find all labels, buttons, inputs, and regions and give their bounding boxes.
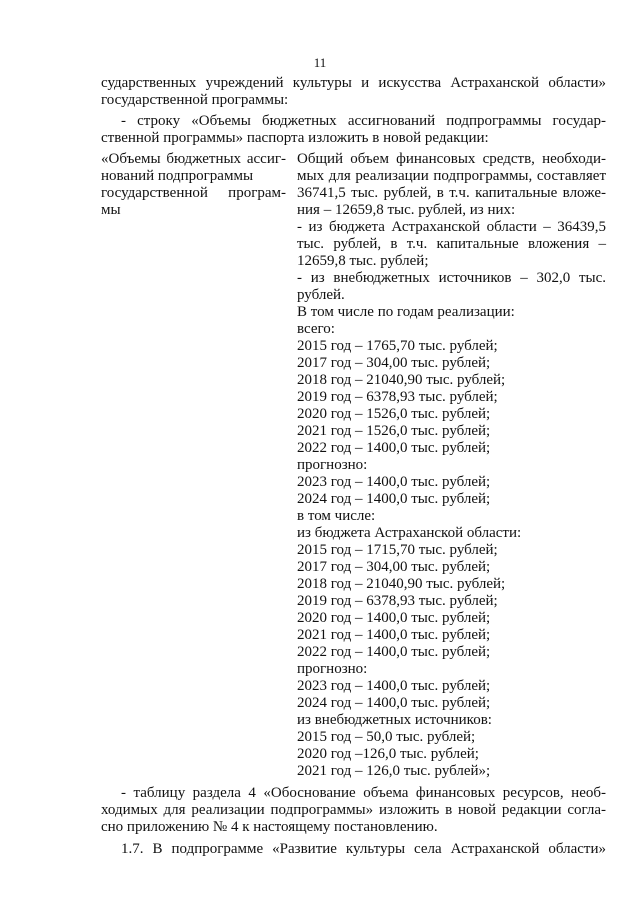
value-line: - из внебюджетных источников – 302,0 тыс. (297, 270, 606, 286)
value-line: 2023 год – 1400,0 тыс. рублей; (297, 678, 491, 694)
value-line: в том числе: (297, 508, 376, 524)
value-line: рублей. (297, 287, 345, 303)
value-line: 2015 год – 1715,70 тыс. рублей; (297, 542, 498, 558)
value-line: 2021 год – 1400,0 тыс. рублей; (297, 627, 491, 643)
table-label-line-4: мы (101, 202, 121, 218)
value-line: из внебюджетных источников: (297, 712, 492, 728)
table-label-line-2: нований подпрограммы (101, 168, 254, 184)
value-line: 2022 год – 1400,0 тыс. рублей; (297, 440, 491, 456)
value-line: 2018 год – 21040,90 тыс. рублей; (297, 576, 506, 592)
value-line: 2024 год – 1400,0 тыс. рублей; (297, 695, 491, 711)
value-line: тыс. рублей, в т.ч. капитальные вложения – (297, 236, 606, 252)
value-line: 2020 год – 1400,0 тыс. рублей; (297, 610, 491, 626)
value-line: 2020 год – 1526,0 тыс. рублей; (297, 406, 491, 422)
value-line: 2017 год – 304,00 тыс. рублей; (297, 355, 491, 371)
intro-line-3: - строку «Объемы бюджетных ассигнований подпрограммы государ- (121, 113, 606, 129)
value-line: ния – 12659,8 тыс. рублей, из них: (297, 202, 516, 218)
page-number: 11 (313, 55, 327, 70)
value-line: мых для реализации подпрограммы, составляет (297, 168, 606, 184)
value-line: прогнозно: (297, 457, 368, 473)
outro-line-4: 1.7. В подпрограмме «Развитие культуры села Астраханской области» (121, 841, 606, 857)
value-line: прогнозно: (297, 661, 368, 677)
value-line: 2020 год –126,0 тыс. рублей; (297, 746, 479, 762)
value-line: 2021 год – 1526,0 тыс. рублей; (297, 423, 491, 439)
value-line: 2023 год – 1400,0 тыс. рублей; (297, 474, 491, 490)
value-line: 36741,5 тыс. рублей, в т.ч. капитальные вложе- (297, 185, 606, 201)
value-line: из бюджета Астраханской области: (297, 525, 522, 541)
value-line: 2024 год – 1400,0 тыс. рублей; (297, 491, 491, 507)
outro-line-2: ходимых для реализации подпрограммы» изложить в новой редакции согла- (101, 802, 606, 818)
value-line: 2015 год – 50,0 тыс. рублей; (297, 729, 476, 745)
value-line: Общий объем финансовых средств, необходи- (297, 151, 606, 167)
value-line: 12659,8 тыс. рублей; (297, 253, 429, 269)
intro-line-2: государственной программы: (101, 92, 289, 108)
value-line: В том числе по годам реализации: (297, 304, 515, 320)
outro-line-3: сно приложению № 4 к настоящему постановлению. (101, 819, 438, 835)
table-label-line-1: «Объемы бюджетных ассиг- (101, 151, 286, 167)
value-line: 2015 год – 1765,70 тыс. рублей; (297, 338, 498, 354)
table-label-line-3: государственной програм- (101, 185, 286, 201)
value-line: - из бюджета Астраханской области – 36439,5 (297, 219, 606, 235)
value-line: 2022 год – 1400,0 тыс. рублей; (297, 644, 491, 660)
value-line: 2017 год – 304,00 тыс. рублей; (297, 559, 491, 575)
value-line: всего: (297, 321, 335, 337)
value-line: 2019 год – 6378,93 тыс. рублей; (297, 389, 498, 405)
intro-line-1: сударственных учреждений культуры и искусства Астраханской области» (101, 75, 606, 91)
intro-line-4: ственной программы» паспорта изложить в новой редакции: (101, 130, 489, 146)
value-line: 2019 год – 6378,93 тыс. рублей; (297, 593, 498, 609)
value-line: 2021 год – 126,0 тыс. рублей»; (297, 763, 491, 779)
outro-line-1: - таблицу раздела 4 «Обоснование объема финансовых ресурсов, необ- (121, 785, 606, 801)
value-line: 2018 год – 21040,90 тыс. рублей; (297, 372, 506, 388)
